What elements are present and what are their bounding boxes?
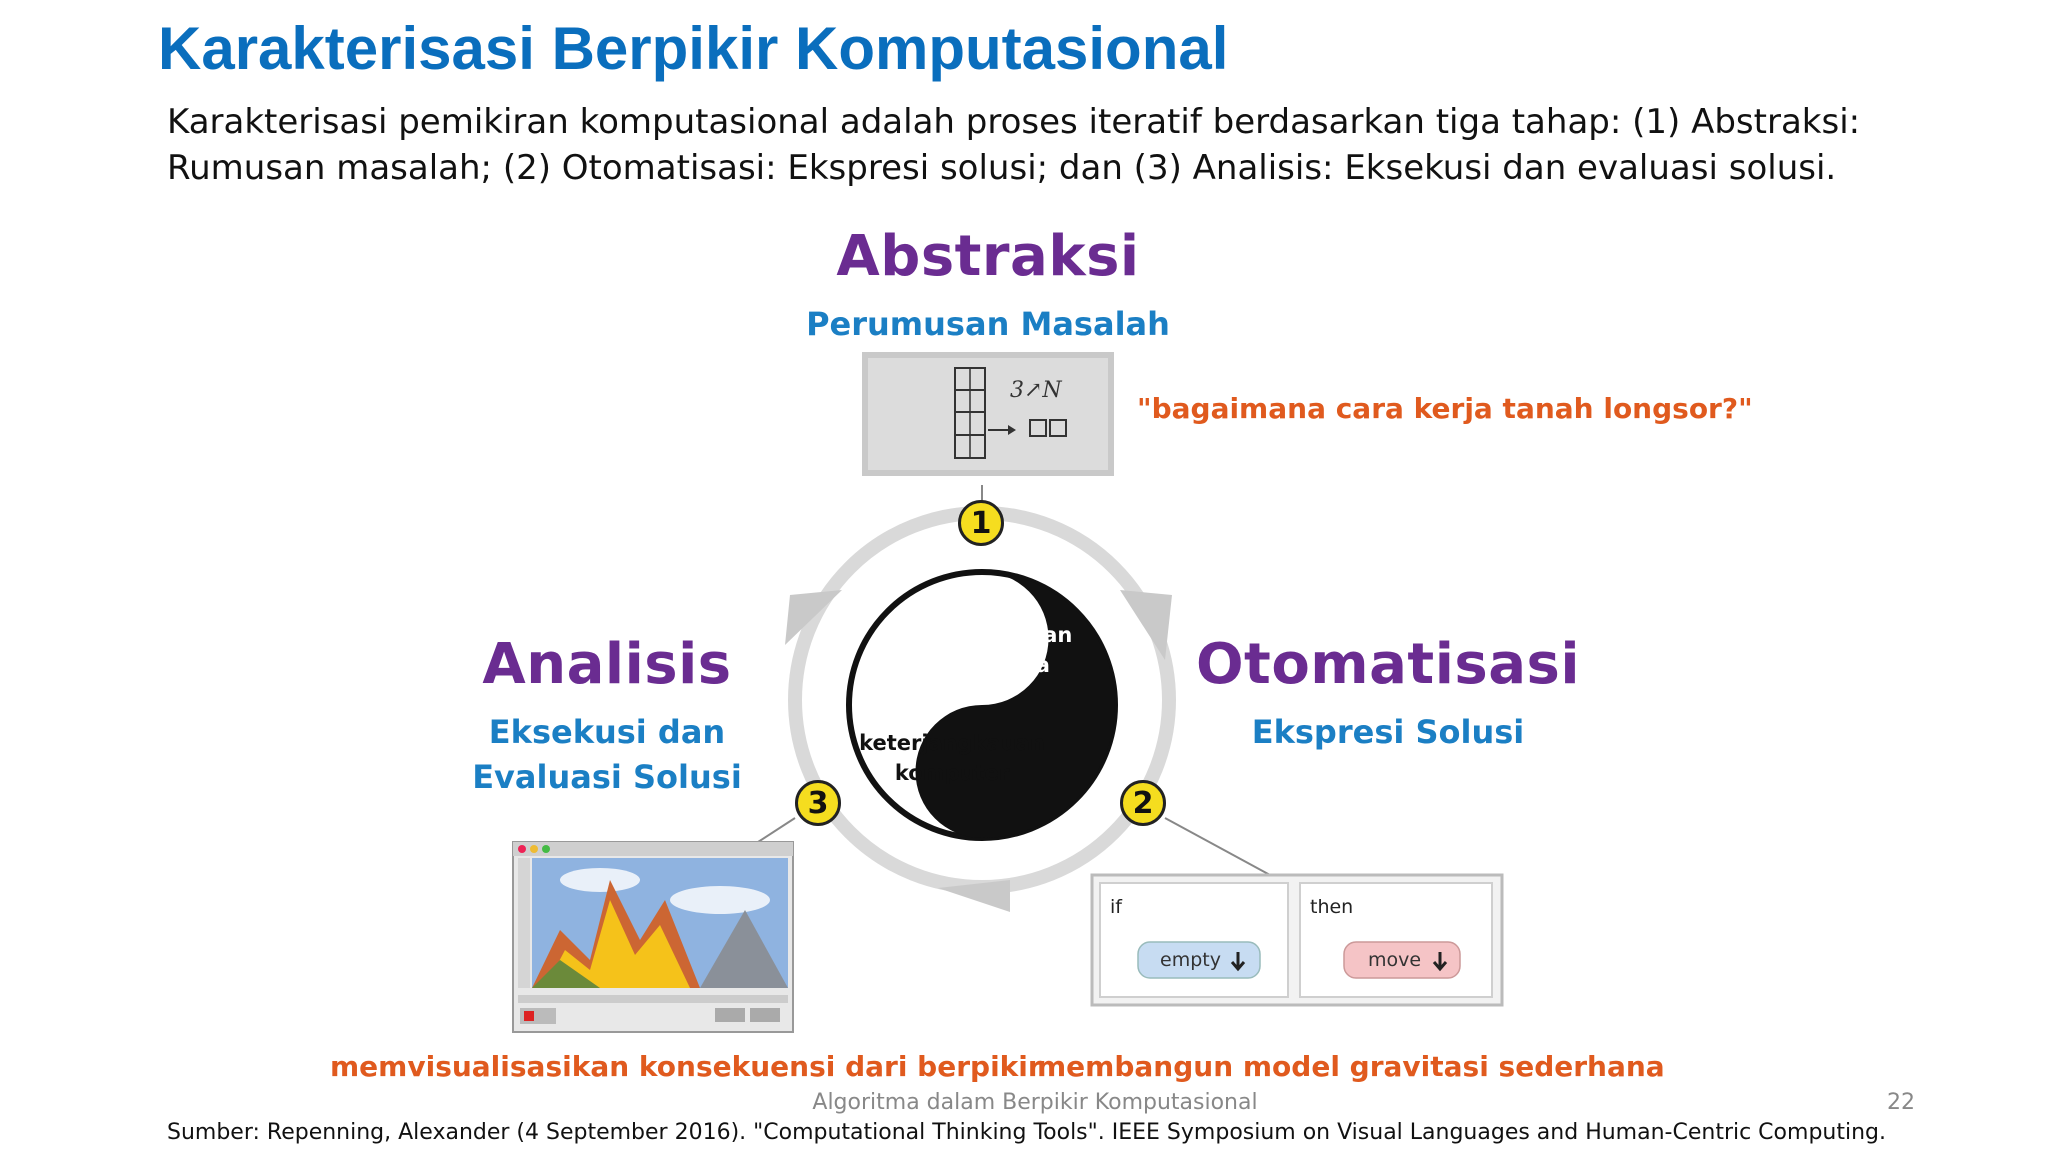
center-top-line-2: manusia	[950, 653, 1050, 677]
otomatisasi-caption: membangun model gravitasi sederhana	[1037, 1050, 1665, 1083]
problem-sketch-image	[862, 352, 1114, 476]
otomatisasi-title: Otomatisasi	[1195, 632, 1581, 697]
yin-yang-symbol	[849, 572, 1115, 838]
then-label: then	[1310, 896, 1354, 918]
footer-title: Algoritma dalam Berpikir Komputasional	[812, 1090, 1258, 1115]
badge-3: 3	[795, 780, 841, 826]
abstraksi-quote: "bagaimana cara kerja tanah longsor?"	[1137, 392, 1753, 425]
page-number: 22	[1887, 1090, 1915, 1115]
abstraksi-title: Abstraksi	[836, 224, 1140, 289]
badge-2: 2	[1120, 780, 1166, 826]
abstraksi-subtitle: Perumusan Masalah	[806, 305, 1170, 343]
connector-line-3	[758, 818, 795, 842]
simulation-window-image	[513, 842, 793, 1032]
analisis-subtitle-line-2: Evaluasi Solusi	[472, 758, 742, 796]
sketch-note: 3↗N	[1010, 378, 1062, 403]
intro-line-2: Rumusan masalah; (2) Otomatisasi: Ekspresi solusi; dan (3) Analisis: Eksekusi dan evaluasi solusi.	[167, 148, 1837, 188]
analisis-subtitle-line-1: Eksekusi dan	[488, 713, 726, 751]
center-bottom-line-2: komputer	[894, 761, 1010, 785]
center-top-line-1: kemampuan	[927, 623, 1073, 647]
rule-code-block	[1092, 875, 1502, 1005]
analisis-caption: memvisualisasikan konsekuensi dari berpikir	[330, 1050, 1042, 1083]
source-citation: Sumber: Repenning, Alexander (4 September 2016). "Computational Thinking Tools". IEEE Symposium on Visual Languages and Human-Centric Computing.	[167, 1120, 1886, 1145]
center-bottom-line-1: keterjangkauan	[859, 731, 1045, 755]
otomatisasi-subtitle: Ekspresi Solusi	[1251, 713, 1525, 751]
if-label: if	[1110, 896, 1122, 918]
slide-title: Karakterisasi Berpikir Komputasional	[158, 15, 1229, 82]
connector-line-2	[1165, 818, 1270, 875]
condition-empty: empty	[1160, 949, 1221, 971]
intro-line-1: Karakterisasi pemikiran komputasional adalah proses iteratif berdasarkan tiga tahap: (1) Abstraksi:	[167, 102, 1861, 142]
badge-1: 1	[958, 500, 1004, 546]
arrowhead-right	[1120, 590, 1172, 660]
action-move: move	[1368, 949, 1422, 971]
analisis-title: Analisis	[482, 632, 732, 697]
